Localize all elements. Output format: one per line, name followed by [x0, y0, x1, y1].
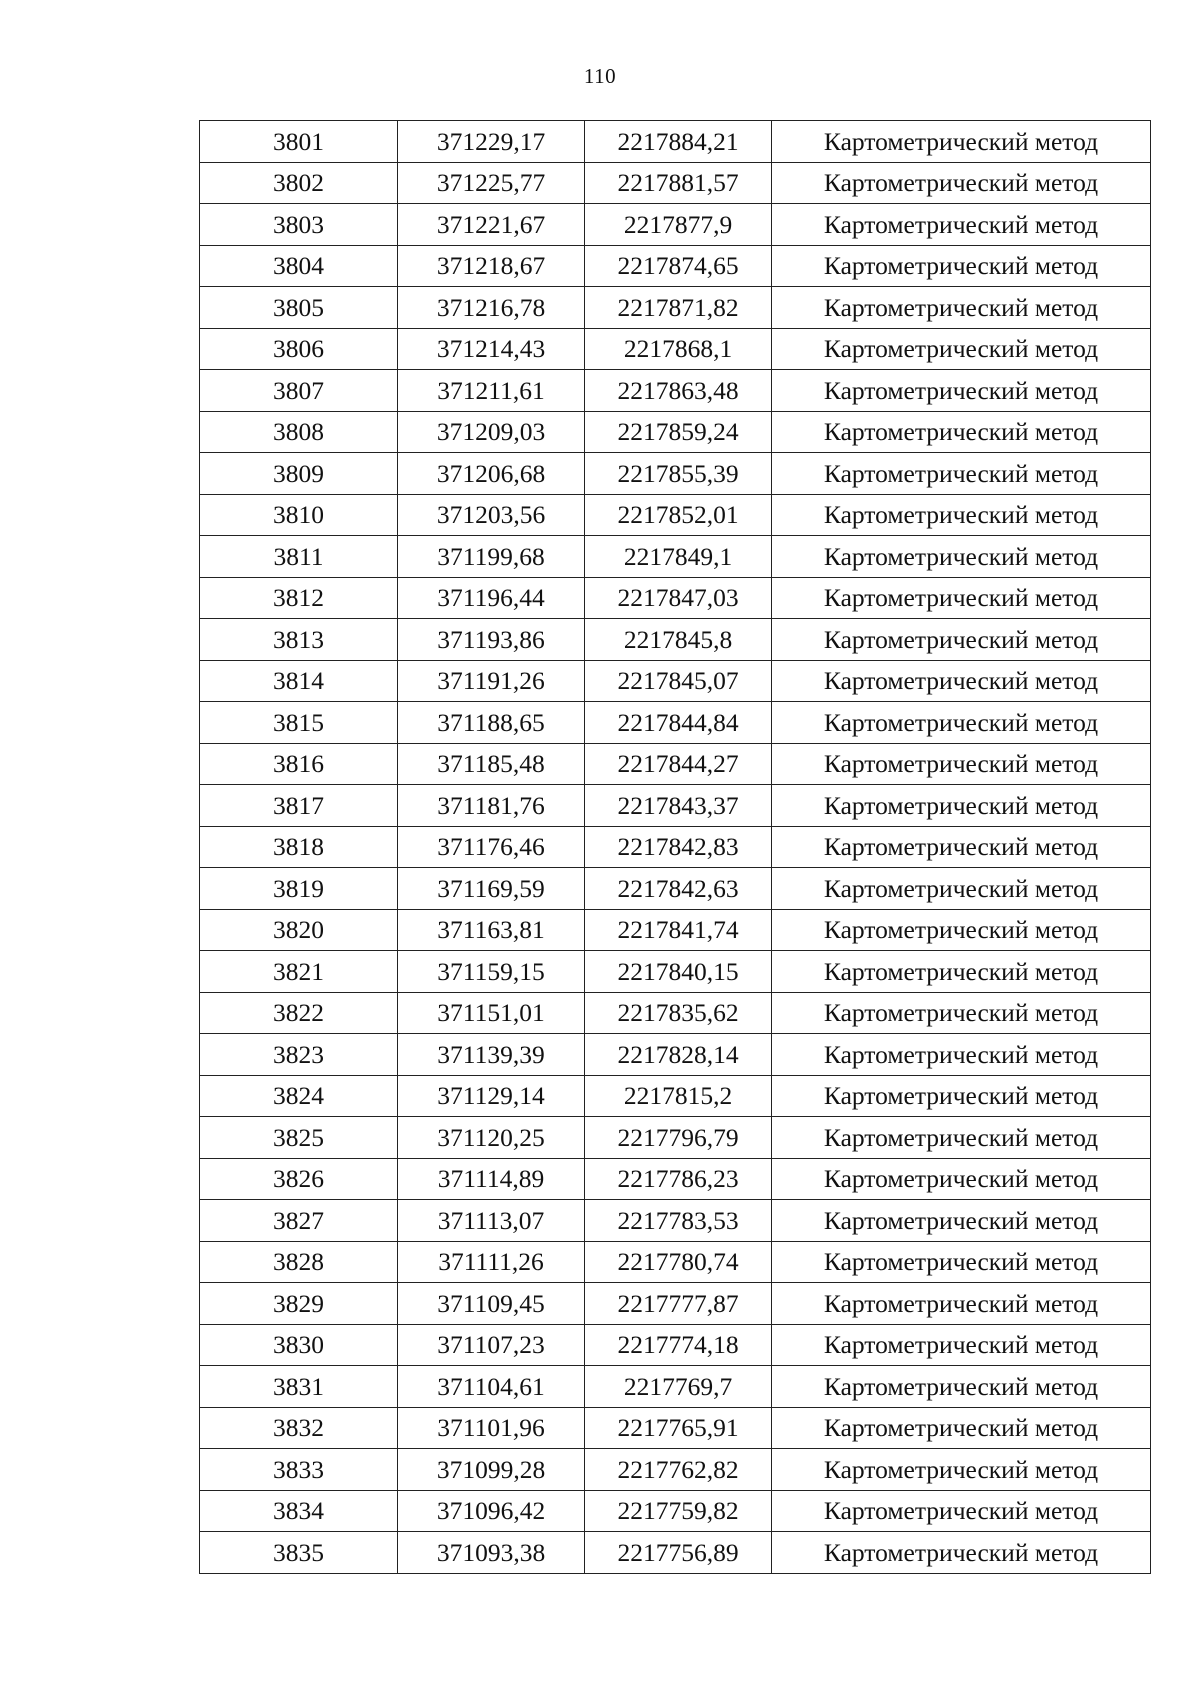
table-row	[200, 1449, 1151, 1491]
y-coordinate-cell: 2217765,91	[585, 1407, 772, 1449]
point-number-cell: 3811	[200, 536, 398, 578]
x-coordinate-cell: 371109,45	[398, 1283, 585, 1325]
y-coordinate-cell: 2217877,9	[585, 204, 772, 246]
point-number-cell: 3828	[200, 1241, 398, 1283]
x-coordinate-cell: 371188,65	[398, 702, 585, 744]
point-number-cell: 3809	[200, 453, 398, 495]
method-cell: Картометрический метод	[772, 1407, 1151, 1449]
table-row	[200, 1532, 1151, 1574]
table-row	[200, 1407, 1151, 1449]
method-cell: Картометрический метод	[772, 453, 1151, 495]
point-number-cell: 3832	[200, 1407, 398, 1449]
table-row	[200, 453, 1151, 495]
x-coordinate-cell: 371181,76	[398, 785, 585, 827]
method-cell: Картометрический метод	[772, 411, 1151, 453]
table-row	[200, 1490, 1151, 1532]
table-row	[200, 1034, 1151, 1076]
method-cell: Картометрический метод	[772, 1158, 1151, 1200]
table-row	[200, 577, 1151, 619]
x-coordinate-cell: 371114,89	[398, 1158, 585, 1200]
x-coordinate-cell: 371225,77	[398, 162, 585, 204]
x-coordinate-cell: 371104,61	[398, 1366, 585, 1408]
y-coordinate-cell: 2217769,7	[585, 1366, 772, 1408]
point-number-cell: 3817	[200, 785, 398, 827]
x-coordinate-cell: 371185,48	[398, 743, 585, 785]
method-cell: Картометрический метод	[772, 536, 1151, 578]
y-coordinate-cell: 2217762,82	[585, 1449, 772, 1491]
point-number-cell: 3834	[200, 1490, 398, 1532]
table-row	[200, 702, 1151, 744]
point-number-cell: 3810	[200, 494, 398, 536]
table-row	[200, 536, 1151, 578]
y-coordinate-cell: 2217774,18	[585, 1324, 772, 1366]
method-cell: Картометрический метод	[772, 1283, 1151, 1325]
table-row	[200, 951, 1151, 993]
table-row	[200, 1117, 1151, 1159]
table-row	[200, 660, 1151, 702]
table-row	[200, 411, 1151, 453]
point-number-cell: 3819	[200, 868, 398, 910]
y-coordinate-cell: 2217759,82	[585, 1490, 772, 1532]
x-coordinate-cell: 371216,78	[398, 287, 585, 329]
x-coordinate-cell: 371113,07	[398, 1200, 585, 1242]
point-number-cell: 3807	[200, 370, 398, 412]
table-row	[200, 162, 1151, 204]
table-row	[200, 619, 1151, 661]
x-coordinate-cell: 371229,17	[398, 121, 585, 163]
method-cell: Картометрический метод	[772, 1075, 1151, 1117]
method-cell: Картометрический метод	[772, 121, 1151, 163]
point-number-cell: 3830	[200, 1324, 398, 1366]
x-coordinate-cell: 371101,96	[398, 1407, 585, 1449]
point-number-cell: 3804	[200, 245, 398, 287]
x-coordinate-cell: 371169,59	[398, 868, 585, 910]
point-number-cell: 3831	[200, 1366, 398, 1408]
point-number-cell: 3827	[200, 1200, 398, 1242]
x-coordinate-cell: 371218,67	[398, 245, 585, 287]
table-row	[200, 1283, 1151, 1325]
y-coordinate-cell: 2217796,79	[585, 1117, 772, 1159]
y-coordinate-cell: 2217845,07	[585, 660, 772, 702]
table-row	[200, 992, 1151, 1034]
point-number-cell: 3812	[200, 577, 398, 619]
table-row	[200, 1241, 1151, 1283]
method-cell: Картометрический метод	[772, 1117, 1151, 1159]
point-number-cell: 3822	[200, 992, 398, 1034]
method-cell: Картометрический метод	[772, 1366, 1151, 1408]
x-coordinate-cell: 371120,25	[398, 1117, 585, 1159]
table-row	[200, 287, 1151, 329]
y-coordinate-cell: 2217863,48	[585, 370, 772, 412]
point-number-cell: 3824	[200, 1075, 398, 1117]
table-row	[200, 121, 1151, 163]
y-coordinate-cell: 2217884,21	[585, 121, 772, 163]
x-coordinate-cell: 371191,26	[398, 660, 585, 702]
table-row	[200, 1200, 1151, 1242]
table-row	[200, 494, 1151, 536]
point-number-cell: 3826	[200, 1158, 398, 1200]
method-cell: Картометрический метод	[772, 287, 1151, 329]
x-coordinate-cell: 371093,38	[398, 1532, 585, 1574]
y-coordinate-cell: 2217756,89	[585, 1532, 772, 1574]
method-cell: Картометрический метод	[772, 328, 1151, 370]
table-row	[200, 370, 1151, 412]
x-coordinate-cell: 371193,86	[398, 619, 585, 661]
y-coordinate-cell: 2217843,37	[585, 785, 772, 827]
y-coordinate-cell: 2217777,87	[585, 1283, 772, 1325]
method-cell: Картометрический метод	[772, 1449, 1151, 1491]
point-number-cell: 3814	[200, 660, 398, 702]
y-coordinate-cell: 2217868,1	[585, 328, 772, 370]
method-cell: Картометрический метод	[772, 785, 1151, 827]
x-coordinate-cell: 371151,01	[398, 992, 585, 1034]
x-coordinate-cell: 371163,81	[398, 909, 585, 951]
y-coordinate-cell: 2217874,65	[585, 245, 772, 287]
x-coordinate-cell: 371199,68	[398, 536, 585, 578]
method-cell: Картометрический метод	[772, 702, 1151, 744]
method-cell: Картометрический метод	[772, 992, 1151, 1034]
point-number-cell: 3818	[200, 826, 398, 868]
point-number-cell: 3816	[200, 743, 398, 785]
method-cell: Картометрический метод	[772, 743, 1151, 785]
table-row	[200, 1075, 1151, 1117]
x-coordinate-cell: 371211,61	[398, 370, 585, 412]
y-coordinate-cell: 2217871,82	[585, 287, 772, 329]
method-cell: Картометрический метод	[772, 1324, 1151, 1366]
point-number-cell: 3820	[200, 909, 398, 951]
y-coordinate-cell: 2217881,57	[585, 162, 772, 204]
x-coordinate-cell: 371159,15	[398, 951, 585, 993]
y-coordinate-cell: 2217847,03	[585, 577, 772, 619]
y-coordinate-cell: 2217786,23	[585, 1158, 772, 1200]
y-coordinate-cell: 2217845,8	[585, 619, 772, 661]
y-coordinate-cell: 2217852,01	[585, 494, 772, 536]
x-coordinate-cell: 371176,46	[398, 826, 585, 868]
point-number-cell: 3815	[200, 702, 398, 744]
method-cell: Картометрический метод	[772, 1241, 1151, 1283]
table-row	[200, 1366, 1151, 1408]
coordinates-table-body	[200, 121, 1151, 1574]
table-row	[200, 328, 1151, 370]
point-number-cell: 3808	[200, 411, 398, 453]
y-coordinate-cell: 2217828,14	[585, 1034, 772, 1076]
point-number-cell: 3801	[200, 121, 398, 163]
y-coordinate-cell: 2217780,74	[585, 1241, 772, 1283]
y-coordinate-cell: 2217859,24	[585, 411, 772, 453]
y-coordinate-cell: 2217840,15	[585, 951, 772, 993]
page-number: 110	[583, 64, 617, 88]
x-coordinate-cell: 371107,23	[398, 1324, 585, 1366]
method-cell: Картометрический метод	[772, 868, 1151, 910]
point-number-cell: 3802	[200, 162, 398, 204]
table-row	[200, 204, 1151, 246]
point-number-cell: 3835	[200, 1532, 398, 1574]
point-number-cell: 3825	[200, 1117, 398, 1159]
x-coordinate-cell: 371111,26	[398, 1241, 585, 1283]
method-cell: Картометрический метод	[772, 826, 1151, 868]
x-coordinate-cell: 371214,43	[398, 328, 585, 370]
method-cell: Картометрический метод	[772, 162, 1151, 204]
y-coordinate-cell: 2217841,74	[585, 909, 772, 951]
y-coordinate-cell: 2217855,39	[585, 453, 772, 495]
x-coordinate-cell: 371196,44	[398, 577, 585, 619]
table-row	[200, 245, 1151, 287]
method-cell: Картометрический метод	[772, 1490, 1151, 1532]
point-number-cell: 3803	[200, 204, 398, 246]
table-row	[200, 1158, 1151, 1200]
x-coordinate-cell: 371221,67	[398, 204, 585, 246]
table-row	[200, 785, 1151, 827]
point-number-cell: 3821	[200, 951, 398, 993]
y-coordinate-cell: 2217783,53	[585, 1200, 772, 1242]
y-coordinate-cell: 2217842,83	[585, 826, 772, 868]
x-coordinate-cell: 371139,39	[398, 1034, 585, 1076]
method-cell: Картометрический метод	[772, 370, 1151, 412]
table-row	[200, 743, 1151, 785]
method-cell: Картометрический метод	[772, 951, 1151, 993]
y-coordinate-cell: 2217844,84	[585, 702, 772, 744]
point-number-cell: 3823	[200, 1034, 398, 1076]
table-row	[200, 1324, 1151, 1366]
y-coordinate-cell: 2217849,1	[585, 536, 772, 578]
method-cell: Картометрический метод	[772, 245, 1151, 287]
method-cell: Картометрический метод	[772, 909, 1151, 951]
coordinates-table	[199, 120, 1151, 1574]
method-cell: Картометрический метод	[772, 660, 1151, 702]
x-coordinate-cell: 371099,28	[398, 1449, 585, 1491]
x-coordinate-cell: 371129,14	[398, 1075, 585, 1117]
y-coordinate-cell: 2217844,27	[585, 743, 772, 785]
y-coordinate-cell: 2217815,2	[585, 1075, 772, 1117]
y-coordinate-cell: 2217835,62	[585, 992, 772, 1034]
point-number-cell: 3829	[200, 1283, 398, 1325]
x-coordinate-cell: 371209,03	[398, 411, 585, 453]
table-row	[200, 909, 1151, 951]
y-coordinate-cell: 2217842,63	[585, 868, 772, 910]
method-cell: Картометрический метод	[772, 204, 1151, 246]
point-number-cell: 3806	[200, 328, 398, 370]
x-coordinate-cell: 371206,68	[398, 453, 585, 495]
method-cell: Картометрический метод	[772, 619, 1151, 661]
point-number-cell: 3813	[200, 619, 398, 661]
method-cell: Картометрический метод	[772, 1532, 1151, 1574]
method-cell: Картометрический метод	[772, 1200, 1151, 1242]
method-cell: Картометрический метод	[772, 494, 1151, 536]
point-number-cell: 3805	[200, 287, 398, 329]
x-coordinate-cell: 371096,42	[398, 1490, 585, 1532]
method-cell: Картометрический метод	[772, 577, 1151, 619]
x-coordinate-cell: 371203,56	[398, 494, 585, 536]
table-row	[200, 868, 1151, 910]
table-row	[200, 826, 1151, 868]
point-number-cell: 3833	[200, 1449, 398, 1491]
method-cell: Картометрический метод	[772, 1034, 1151, 1076]
